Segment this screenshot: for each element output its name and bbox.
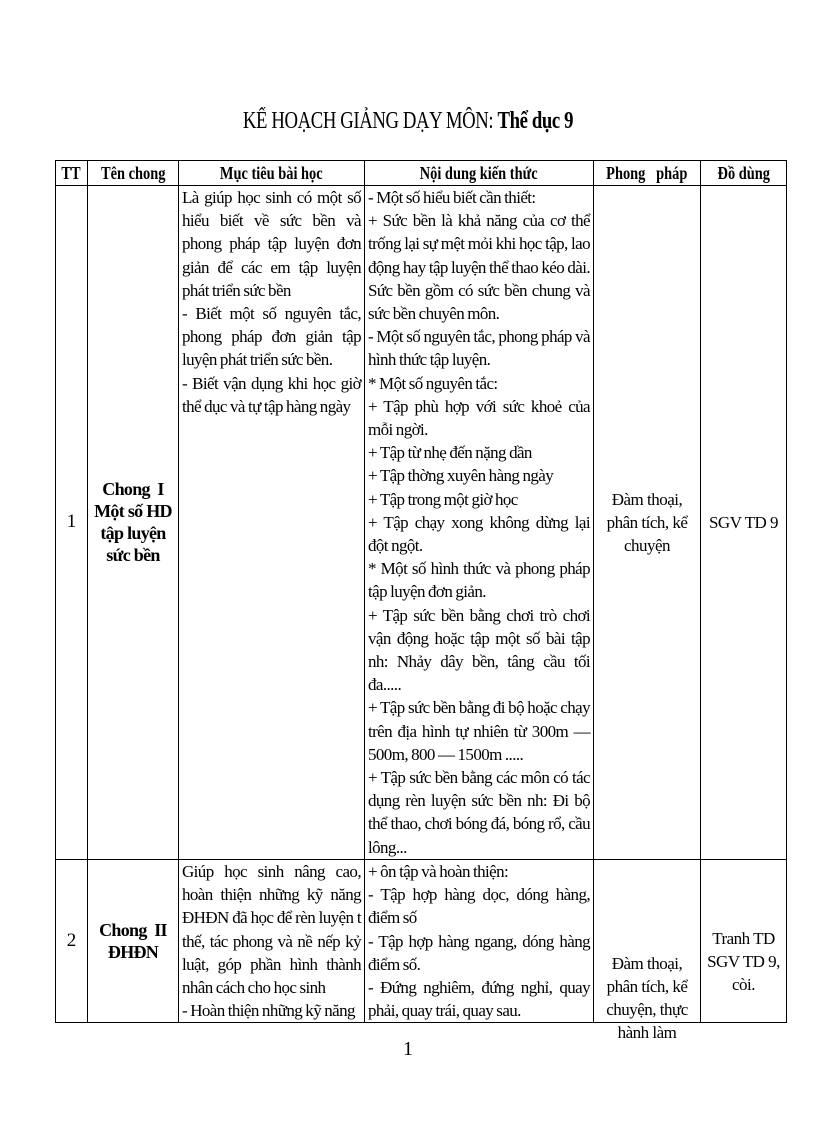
table-row	[56, 186, 787, 860]
materials-cell: SGV TD 9	[701, 186, 787, 860]
title-subject: Thể dục 9	[497, 108, 574, 134]
page-number: 1	[403, 1038, 413, 1060]
header-materials: Đồ dùng	[701, 161, 787, 186]
content-cell	[365, 186, 594, 860]
method-cell: Đàm thoại, phân tích, kể chuyện	[594, 186, 701, 860]
row-number: 2	[56, 859, 88, 1022]
header-objectives: Mục tiêu bài học	[179, 161, 365, 186]
chapter-title	[88, 186, 179, 860]
objectives-text: Là giúp học sinh có một số hiểu biết về sức bền và phong pháp tập luyện đơn giản để các em tập luyện phát triển sức bền - Biết một số nguyên tắc, phong pháp đơn giản tập luyện phát triển sức bền. - Biết vận dụng khi học giờ thể dục và tự tập hàng ngày	[182, 188, 361, 416]
chapter-name: ĐHĐN	[107, 941, 159, 962]
row-number: 1	[56, 186, 88, 860]
method-text: Đàm thoại, phân tích, kể chuyện, thực hành làm	[606, 953, 688, 1042]
header-tt: TT	[56, 161, 88, 186]
content-text: - Một số hiểu biết cần thiết: + Sức bền là khả năng của cơ thể trống lại sự mệt mỏi khi học tập, lao động hay tập luyện thể thao kéo dài. Sức bền gồm có sức bền chung và sức bền chuyên môn. - Một số nguyên tắc, phong pháp và hình thức tập luyện. * Một số nguyên tắc: + Tập phù hợp với sức khoẻ của mỗi ngời. + Tập từ nhẹ đến nặng dần + Tập thờng xuyên hàng ngày + Tập trong một giờ học + Tập chạy xong không dừng lại đột ngột. * Một số hình thức và phong pháp tập luyện đơn giản. + Tập sức bền bằng chơi trò chơi vận động hoặc tập một số bài tập nh: Nhảy dây bền, tâng cầu tối đa..... + Tập sức bền bằng đi bộ hoặc chạy trên địa hình tự nhiên từ 300m — 500m, 800 — 1500m ..... + Tập sức bền bằng các môn có tác dụng rèn luyện sức bền nh: Đi bộ thể thao, chơi bóng đá, bóng rổ, cầu lông...	[368, 188, 590, 857]
header-content: Nội dung kiến thức	[365, 161, 594, 186]
page-title	[90, 108, 726, 135]
chapter-number: Chong I	[102, 479, 164, 500]
chapter-number: Chong II	[99, 919, 167, 940]
header-chapter-name: Tên chong	[88, 161, 179, 186]
title-main: KẾ HOẠCH GIẢNG DẠY MÔN:	[242, 108, 494, 134]
materials-cell: Tranh TD SGV TD 9, còi.	[701, 859, 787, 1022]
header-method: Phong pháp	[594, 161, 701, 186]
objectives-cell	[179, 859, 365, 1022]
content-cell	[365, 859, 594, 1022]
objectives-text: Giúp học sinh nâng cao, hoàn thiện những kỹ năng ĐHĐN đã học để rèn luyện t thế, tác phong và nề nếp kỷ luật, góp phần hình thành nhân cách cho học sinh - Hoàn thiện những kỹ năng	[182, 861, 361, 1021]
table-row	[56, 859, 787, 1022]
table-header-row	[56, 161, 787, 186]
chapter-name: Một số HD tập luyện sức bền	[94, 501, 172, 566]
method-cell	[594, 859, 701, 1042]
objectives-cell	[179, 186, 365, 860]
chapter-title	[88, 859, 179, 1022]
content-text: + ôn tập và hoàn thiện: - Tập hợp hàng dọc, dóng hàng, điểm số - Tập hợp hàng ngang, dóng hàng điểm số. - Đứng nghiêm, đứng nghỉ, quay phải, quay trái, quay sau.	[368, 861, 590, 1021]
lesson-plan-table	[55, 160, 787, 1042]
